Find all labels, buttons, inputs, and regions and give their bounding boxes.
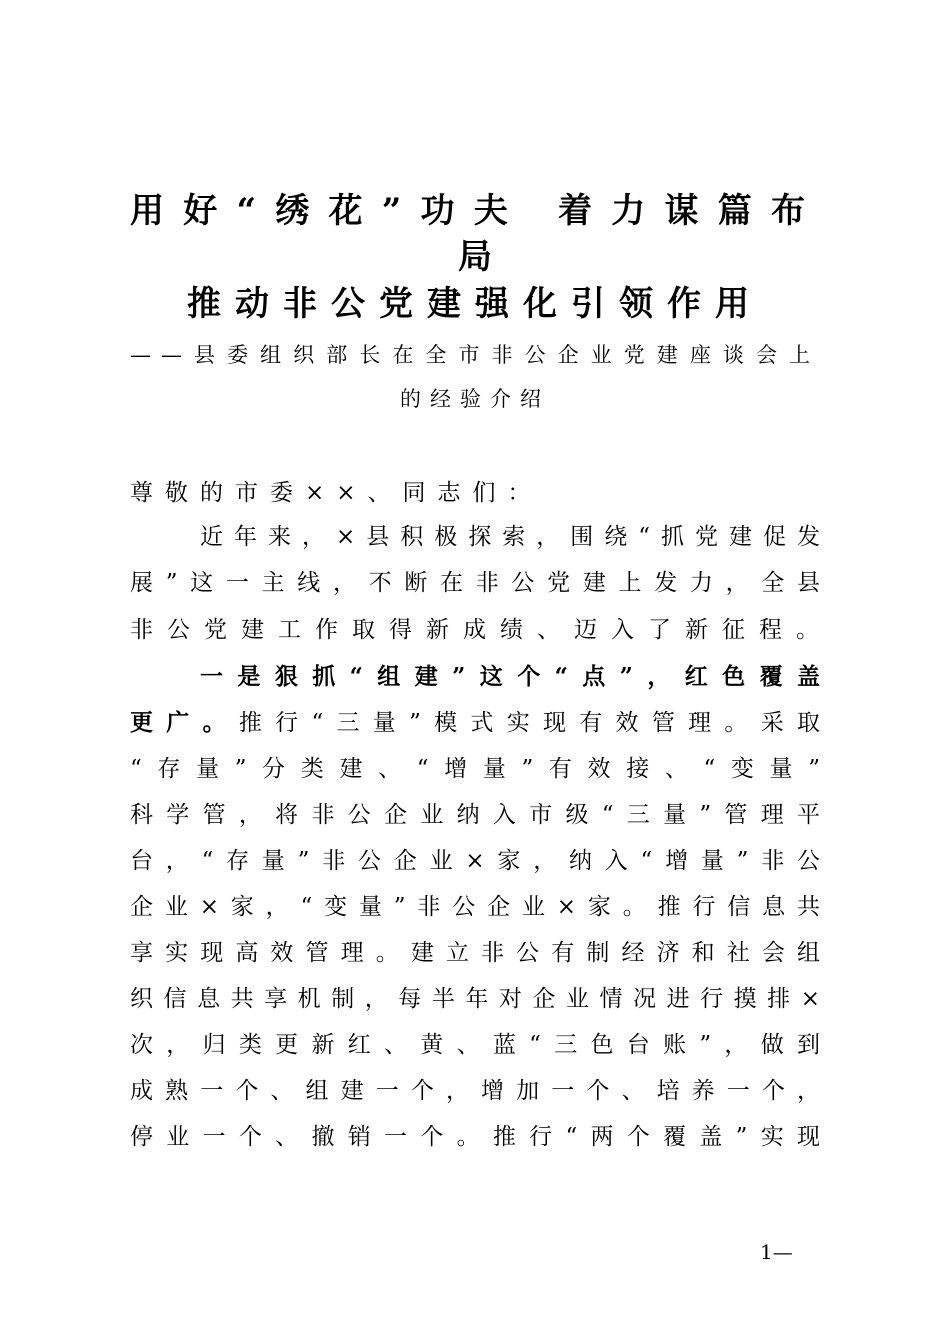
body-line: “存量”分类建、“增量”有效接、“变量” <box>130 756 820 782</box>
page-number: 1— <box>760 1240 793 1264</box>
intro-line: 近年来，×县积极探索，围绕“抓党建促发 <box>200 524 820 550</box>
subtitle-line-2: 的经验介绍 <box>400 387 550 411</box>
body-line: 科学管，将非公企业纳入市级“三量”管理平 <box>130 802 820 828</box>
body-line: 停业一个、撤销一个。推行“两个覆盖”实现 <box>130 1124 820 1150</box>
section-heading-end: 更广。 <box>130 709 239 736</box>
body-line: 企业×家，“变量”非公企业×家。推行信息共 <box>130 894 820 920</box>
salutation: 尊敬的市委××、同志们： <box>130 480 543 506</box>
section-text: 推行“三量”模式实现有效管理。采取 <box>238 710 820 736</box>
title-line-3: 推动非公党建强化引领作用 <box>187 284 763 324</box>
title-line-1: 用好“绣花”功夫 着力谋篇布 <box>130 191 820 231</box>
body-line: 享实现高效管理。建立非公有制经济和社会组 <box>130 940 820 966</box>
title-line-2: 局 <box>458 237 492 277</box>
intro-line: 非公党建工作取得新成绩、迈入了新征程。 <box>130 617 833 643</box>
body-line: 台，“存量”非公企业×家，纳入“增量”非公 <box>130 848 820 874</box>
intro-line: 展”这一主线，不断在非公党建上发力，全县 <box>130 570 820 596</box>
section-line-mixed <box>130 700 820 746</box>
subtitle-line-1: ——县委组织部长在全市非公企业党建座谈会上 <box>130 343 820 367</box>
body-line: 成熟一个、组建一个，增加一个、培养一个， <box>130 1078 820 1104</box>
section-heading: 一是狠抓“组建”这个“点”，红色覆盖 <box>200 663 820 690</box>
body-line: 次，归类更新红、黄、蓝“三色台账”，做到 <box>130 1032 820 1058</box>
body-line: 织信息共享机制，每半年对企业情况进行摸排× <box>130 986 820 1012</box>
